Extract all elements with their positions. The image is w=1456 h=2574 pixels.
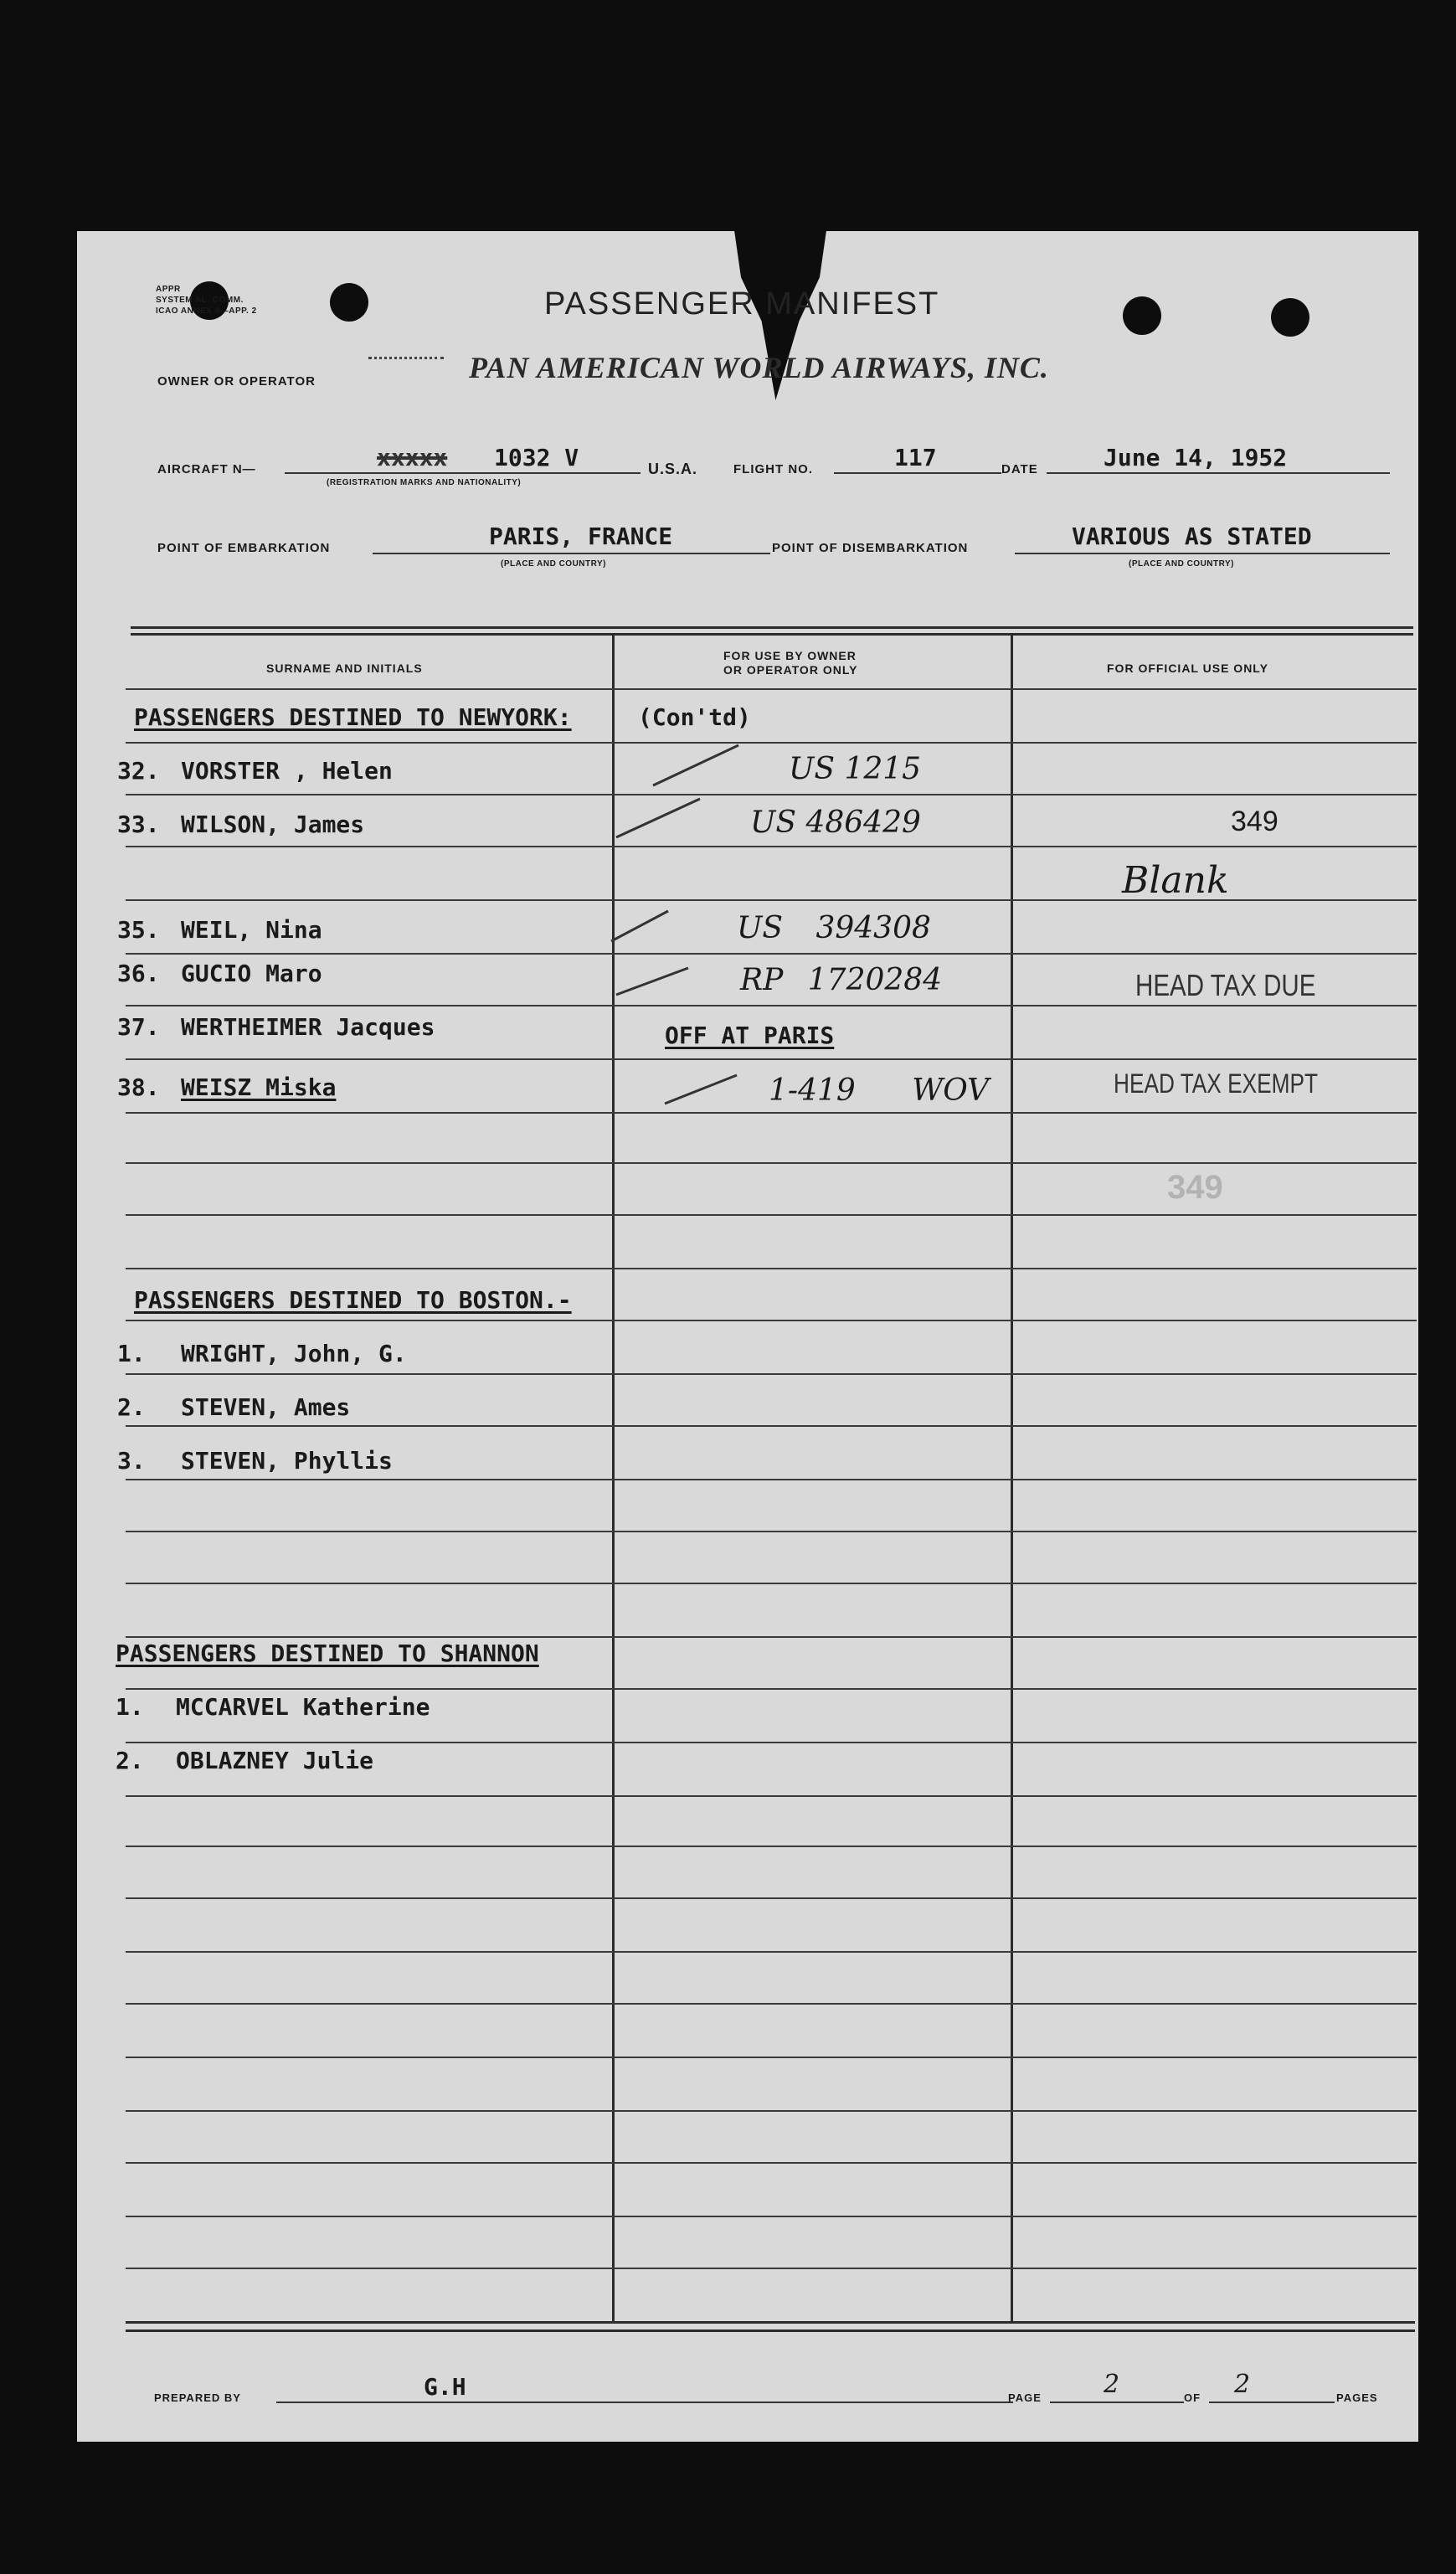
aircraft-value: 1032 V [494,444,579,471]
row-number: 38. [117,1073,160,1101]
row-number: 2. [117,1393,146,1421]
passenger-name: MCCARVEL Katherine [176,1693,430,1721]
col-official-header: FOR OFFICIAL USE ONLY [1107,662,1268,675]
passenger-name: WEISZ Miska [181,1073,337,1101]
passport-number: RP 1720284 [740,963,943,997]
col-owner-header-1: FOR USE BY OWNER [723,649,857,662]
row-number: 36. [117,960,160,987]
embark-caption: (PLACE AND COUNTRY) [501,559,606,569]
prepared-underline [276,2402,1013,2403]
off-at-paris: OFF AT PARIS [665,1022,835,1049]
aircraft-strike: xxxxx [377,444,448,471]
official-note: Blank [1122,859,1229,902]
flight-label: FLIGHT NO. [733,462,813,476]
passenger-name: WILSON, James [181,811,365,838]
form-title: PASSENGER MANIFEST [544,286,940,322]
check-mark [611,911,668,941]
passenger-name: STEVEN, Phyllis [181,1447,393,1475]
of-label: OF [1184,2391,1201,2404]
check-mark [653,745,738,785]
of-value: 2 [1234,2370,1251,2399]
check-mark [616,799,700,837]
row-number: 32. [117,757,160,785]
passport-number: US 1215 [789,752,922,786]
aircraft-label: AIRCRAFT N— [157,462,256,476]
row-number: 2. [116,1747,144,1774]
official-number: 349 [1231,806,1279,837]
visa-note: 1-419 WOV [769,1073,990,1108]
passenger-name: OBLAZNEY Julie [176,1747,374,1774]
row-number: 33. [117,811,160,838]
faint-stamp: 349 [1167,1169,1223,1206]
approval-line: ICAO ANNEX 9—APP. 2 [156,306,257,316]
passport-number: US 394308 [737,911,931,945]
flight-value: 117 [894,444,937,471]
embark-value: PARIS, FRANCE [489,523,673,550]
passenger-name: WRIGHT, John, G. [181,1340,407,1367]
col-surname-header: SURNAME AND INITIALS [266,662,423,675]
row-number: 1. [117,1340,146,1367]
passenger-name: WERTHEIMER Jacques [181,1013,435,1041]
approval-line: SYSTEM AL. COMM. [156,296,244,305]
prepared-label: PREPARED BY [154,2391,241,2404]
passenger-name: STEVEN, Ames [181,1393,351,1421]
row-number: 1. [116,1693,144,1721]
head-tax-exempt-stamp: HEAD TAX EXEMPT [1114,1068,1318,1099]
passport-number: US 486429 [750,806,921,840]
section-heading-boston: PASSENGERS DESTINED TO BOSTON.- [134,1286,572,1314]
of-underline [1209,2402,1335,2403]
date-label: DATE [1001,462,1038,476]
table-bottom-rule [126,2321,1415,2324]
check-mark [616,968,688,995]
date-value: June 14, 1952 [1104,444,1288,471]
table-bottom-rule [126,2329,1415,2332]
disembark-label: POINT OF DISEMBARKATION [772,541,969,555]
passenger-name: VORSTER , Helen [181,757,393,785]
passenger-name: WEIL, Nina [181,916,322,944]
row-number: 37. [117,1013,160,1041]
section-heading-newyork: PASSENGERS DESTINED TO NEWYORK: [134,703,572,731]
section-heading-shannon: PASSENGERS DESTINED TO SHANNON [116,1640,539,1667]
disembark-caption: (PLACE AND COUNTRY) [1129,559,1234,569]
embark-label: POINT OF EMBARKATION [157,541,331,555]
disembark-value: VARIOUS AS STATED [1072,523,1312,550]
prepared-value: G.H [424,2373,466,2401]
section-heading-cont: (Con'td) [638,703,751,731]
pages-label: PAGES [1336,2391,1378,2404]
registration-caption: (REGISTRATION MARKS AND NATIONALITY) [327,478,522,487]
row-number: 3. [117,1447,146,1475]
head-tax-stamp: HEAD TAX DUE [1135,968,1316,1002]
approval-line: APPR [156,285,181,294]
row-number: 35. [117,916,160,944]
nationality: U.S.A. [648,461,698,477]
page-label: PAGE [1008,2391,1042,2404]
page-underline [1050,2402,1184,2403]
operator-label: OWNER OR OPERATOR [157,374,316,389]
col-owner-header-2: OR OPERATOR ONLY [723,663,858,677]
page-value: 2 [1104,2370,1120,2399]
check-mark [665,1075,737,1104]
passenger-name: GUCIO Maro [181,960,322,987]
operator-name: PAN AMERICAN WORLD AIRWAYS, INC. [469,351,1049,384]
